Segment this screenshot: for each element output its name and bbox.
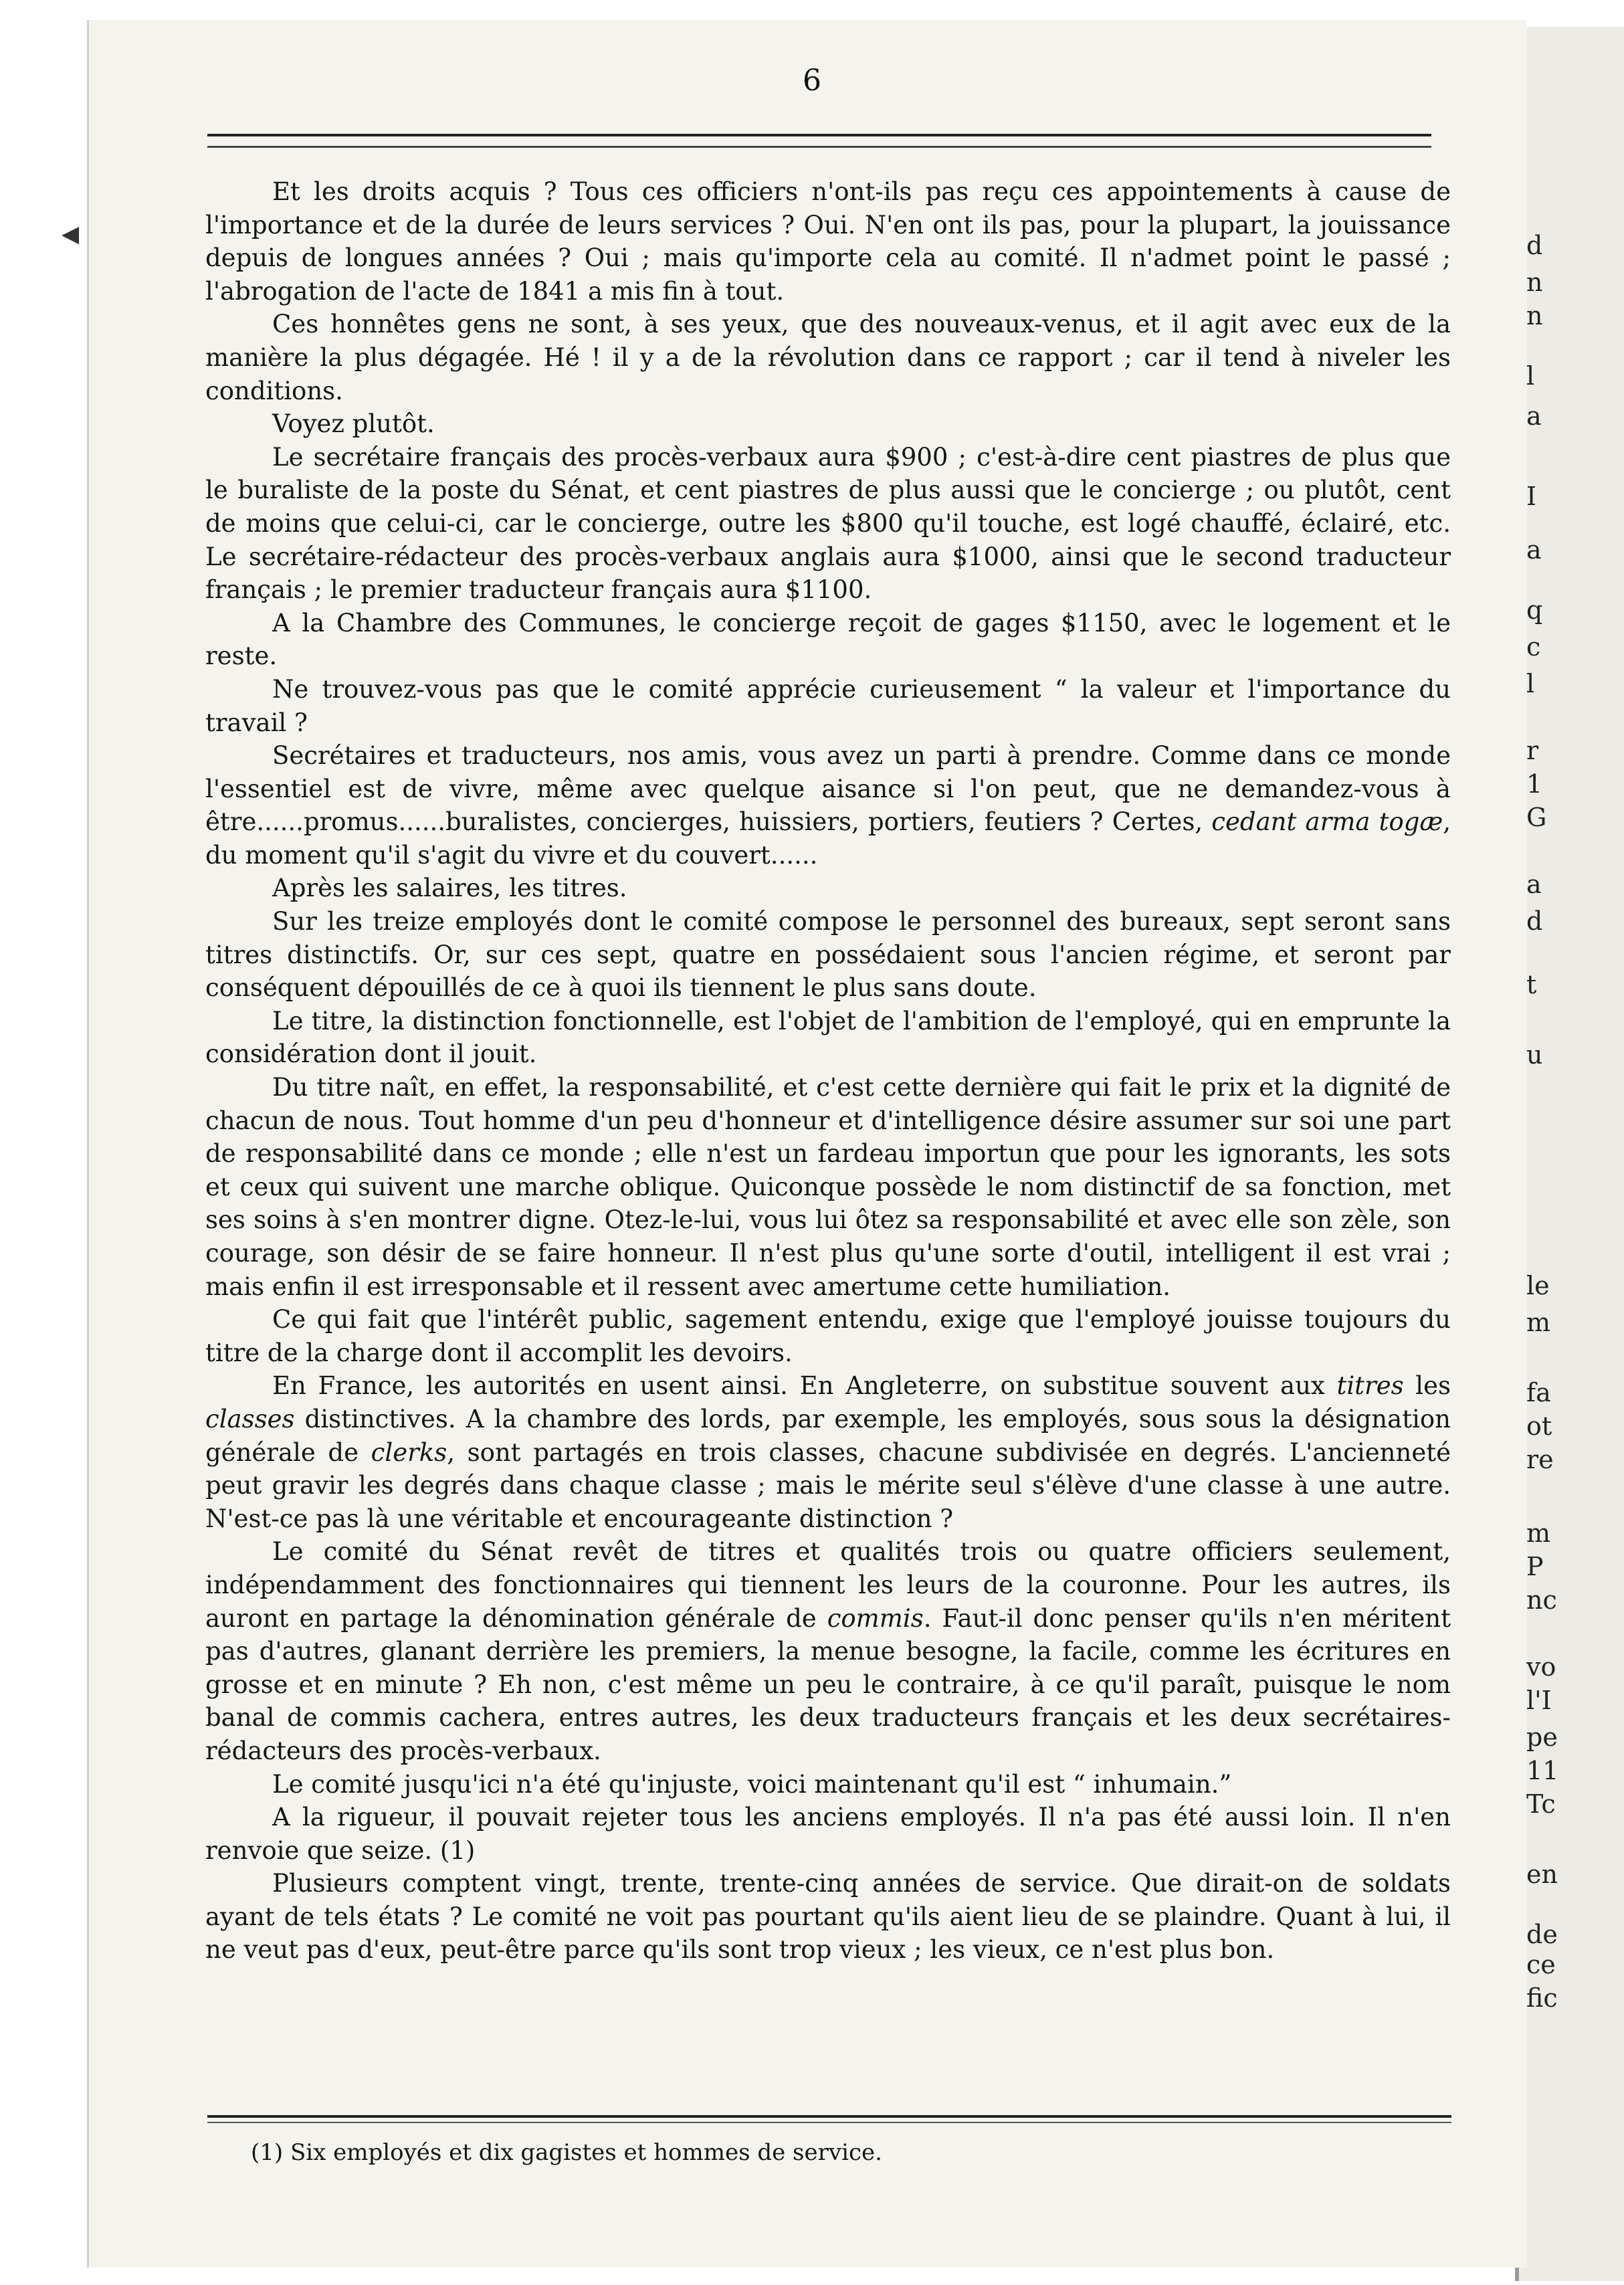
adjacent-page-fragment: n	[1526, 301, 1543, 330]
adjacent-page-fragment: de	[1526, 1920, 1558, 1949]
paragraph: Le secrétaire français des procès-verbaux aura $900 ; c'est-à-dire cent piastres de plus que le buraliste de la poste du Sénat, et cent piastres de plus aussi que le concierge ; ou plutôt, cent de moins que celui-ci, car le concierge, outre les $800 qu'il touche, est logé chauffé, éclairé, etc. Le secrétaire-rédacteur des procès-verbaux anglais aura $1000, ainsi que le second traducteur français ; le premier traducteur français aura $1100.	[205, 442, 1451, 605]
adjacent-page-fragment: l'I	[1526, 1686, 1552, 1715]
adjacent-page-fragment: nc	[1526, 1585, 1557, 1615]
footnote-rule	[207, 2115, 1451, 2123]
adjacent-page-fragment: 11	[1526, 1756, 1559, 1785]
adjacent-page-fragment: a	[1526, 535, 1542, 565]
adjacent-page-fragment: fic	[1526, 1983, 1558, 2013]
italic-phrase: titres	[1336, 1371, 1404, 1401]
paragraph: Le comité jusqu'ici n'a été qu'injuste, voici maintenant qu'il est “ inhumain.”	[272, 1769, 1232, 1799]
adjacent-page-fragment: le	[1526, 1271, 1550, 1300]
adjacent-page-fragment: I	[1526, 482, 1537, 511]
paragraph: En France, les autorités en usent ainsi. En Angleterre, on substitue souvent aux titres les classes distinctives. A la chambre des lords, par exemple, les employés, sous sous la désignation générale de clerks, sont partagés en trois classes, chacune subdivisée en degrés. L'ancienneté peut gravir les degrés dans chaque classe ; mais le mérite seul s'élève d'une classe à une autre. N'est-ce pas là une véritable et encourageante distinction ?	[205, 1371, 1451, 1533]
footnote: (1) Six employés et dix gagistes et hommes de service.	[251, 2139, 882, 2166]
adjacent-page-fragment: 1	[1526, 769, 1543, 799]
adjacent-page-fragment: d	[1526, 231, 1543, 260]
adjacent-page-fragment: m	[1526, 1308, 1551, 1337]
adjacent-page-fragment: c	[1526, 632, 1541, 662]
margin-arrow-icon: ◀	[62, 221, 80, 247]
italic-phrase: classes	[205, 1404, 295, 1433]
header-rule	[207, 134, 1431, 148]
italic-phrase: cedant arma togæ	[1211, 807, 1443, 837]
adjacent-page-fragment: re	[1526, 1445, 1554, 1474]
paragraph: Et les droits acquis ? Tous ces officiers n'ont-ils pas reçu ces appointements à cause de l'importance et de la durée de leurs services ? Oui. N'en ont ils pas, pour la plupart, la jouissance depuis de longues années ? Oui ; mais qu'importe cela au comité. Il n'admet point le passé ; l'abrogation de l'acte de 1841 a mis fin à tout.	[205, 177, 1451, 306]
adjacent-page-fragment: P	[1526, 1552, 1544, 1581]
paragraph: Ces honnêtes gens ne sont, à ses yeux, que des nouveaux-venus, et il agit avec eux de la manière la plus dégagée. Hé ! il y a de la révolution dans ce rapport ; car il tend à niveler les conditions.	[205, 310, 1451, 405]
paragraph: Voyez plutôt.	[272, 409, 435, 439]
adjacent-page-fragment: l	[1526, 361, 1535, 391]
main-text	[205, 175, 1451, 1967]
adjacent-page-fragment: u	[1526, 1040, 1543, 1070]
adjacent-page-fragment: t	[1526, 970, 1537, 999]
adjacent-page-fragment: d	[1526, 906, 1543, 936]
adjacent-page-fragment: en	[1526, 1860, 1558, 1889]
adjacent-page-fragment: vo	[1526, 1652, 1556, 1682]
adjacent-page-fragment: q	[1526, 595, 1543, 625]
adjacent-page-fragment: G	[1526, 803, 1547, 832]
adjacent-page-fragment: m	[1526, 1518, 1551, 1548]
adjacent-page-fragment: pe	[1526, 1722, 1558, 1752]
page-number: 6	[803, 64, 821, 98]
paragraph: Ne trouvez-vous pas que le comité apprécie curieusement “ la valeur et l'importance du travail ?	[205, 674, 1451, 737]
italic-phrase: commis	[827, 1603, 924, 1633]
adjacent-page-fragment: fa	[1526, 1378, 1551, 1407]
adjacent-page-fragment: a	[1526, 401, 1542, 431]
paragraph: Ce qui fait que l'intérêt public, sagement entendu, exige que l'employé jouisse toujours du titre de la charge dont il accomplit les devoirs.	[205, 1305, 1451, 1367]
italic-phrase: clerks	[371, 1437, 447, 1467]
adjacent-page-fragment: ce	[1526, 1950, 1556, 1979]
adjacent-page-fragment: a	[1526, 870, 1542, 899]
paragraph: Secrétaires et traducteurs, nos amis, vous avez un parti à prendre. Comme dans ce monde l'essentiel est de vivre, même avec quelque aisance si l'on peut, que ne demandez-vous à être......promus......buralistes, concierges, huissiers, portiers, feutiers ? Certes, cedant arma togæ, du moment qu'il s'agit du vivre et du couvert......	[205, 741, 1451, 870]
adjacent-page-fragment: Tc	[1526, 1789, 1556, 1819]
paragraph: Le titre, la distinction fonctionnelle, est l'objet de l'ambition de l'employé, qui en emprunte la considération dont il jouit.	[205, 1006, 1451, 1069]
paragraph: Le comité du Sénat revêt de titres et qualités trois ou quatre officiers seulement, indépendamment des fonctionnaires qui tiennent les leurs de la couronne. Pour les autres, ils auront en partage la dénomination générale de commis. Faut-il donc penser qu'ils n'en méritent pas d'autres, glanant derrière les premiers, la menue besogne, la facile, comme les écritures en grosse et en minute ? Eh non, c'est même un peu le contraire, à ce qu'il paraît, puisque le nom banal de commis cachera, entres autres, les deux traducteurs français et les deux secrétaires-rédacteurs des procès-verbaux.	[205, 1537, 1451, 1765]
adjacent-page-fragment: l	[1526, 669, 1535, 698]
paragraph: Après les salaires, les titres.	[272, 874, 627, 903]
paragraph: Du titre naît, en effet, la responsabilité, et c'est cette dernière qui fait le prix et la dignité de chacun de nous. Tout homme d'un peu d'honneur et d'intelligence désire assumer sur soi une part de responsabilité dans ce monde ; elle n'est un fardeau importun que pour les ignorants, les sots et ceux qui suivent une marche oblique. Quiconque possède le nom distinctif de sa fonction, met ses soins à s'en montrer digne. Otez-le-lui, vous lui ôtez sa responsabilité et avec elle son zèle, son courage, son désir de se faire honneur. Il n'est plus qu'une sorte d'outil, intelligent il est vrai ; mais enfin il est irresponsable et il ressent avec amertume cette humiliation.	[205, 1073, 1451, 1301]
paragraph: Plusieurs comptent vingt, trente, trente-cinq années de service. Que dirait-on de soldats ayant de tels états ? Le comité ne voit pas pourtant qu'ils aient lieu de se plaindre. Quant à lui, il ne veut pas d'eux, peut-être parce qu'ils sont trop vieux ; les vieux, ce n'est plus bon.	[205, 1869, 1451, 1965]
adjacent-page-fragment: r	[1526, 736, 1539, 765]
adjacent-page-fragment: ot	[1526, 1411, 1552, 1441]
paragraph: Sur les treize employés dont le comité compose le personnel des bureaux, sept seront sans titres distinctifs. Or, sur ces sept, quatre en possédaient sous l'ancien régime, et seront par conséquent dépouillés de ce à quoi ils tiennent le plus sans doute.	[205, 907, 1451, 1003]
paragraph: A la Chambre des Communes, le concierge reçoit de gages $1150, avec le logement et le reste.	[205, 608, 1451, 671]
adjacent-page-fragment: n	[1526, 268, 1543, 297]
paragraph: A la rigueur, il pouvait rejeter tous les anciens employés. Il n'a pas été aussi loin. Il n'en renvoie que seize. (1)	[205, 1803, 1451, 1865]
